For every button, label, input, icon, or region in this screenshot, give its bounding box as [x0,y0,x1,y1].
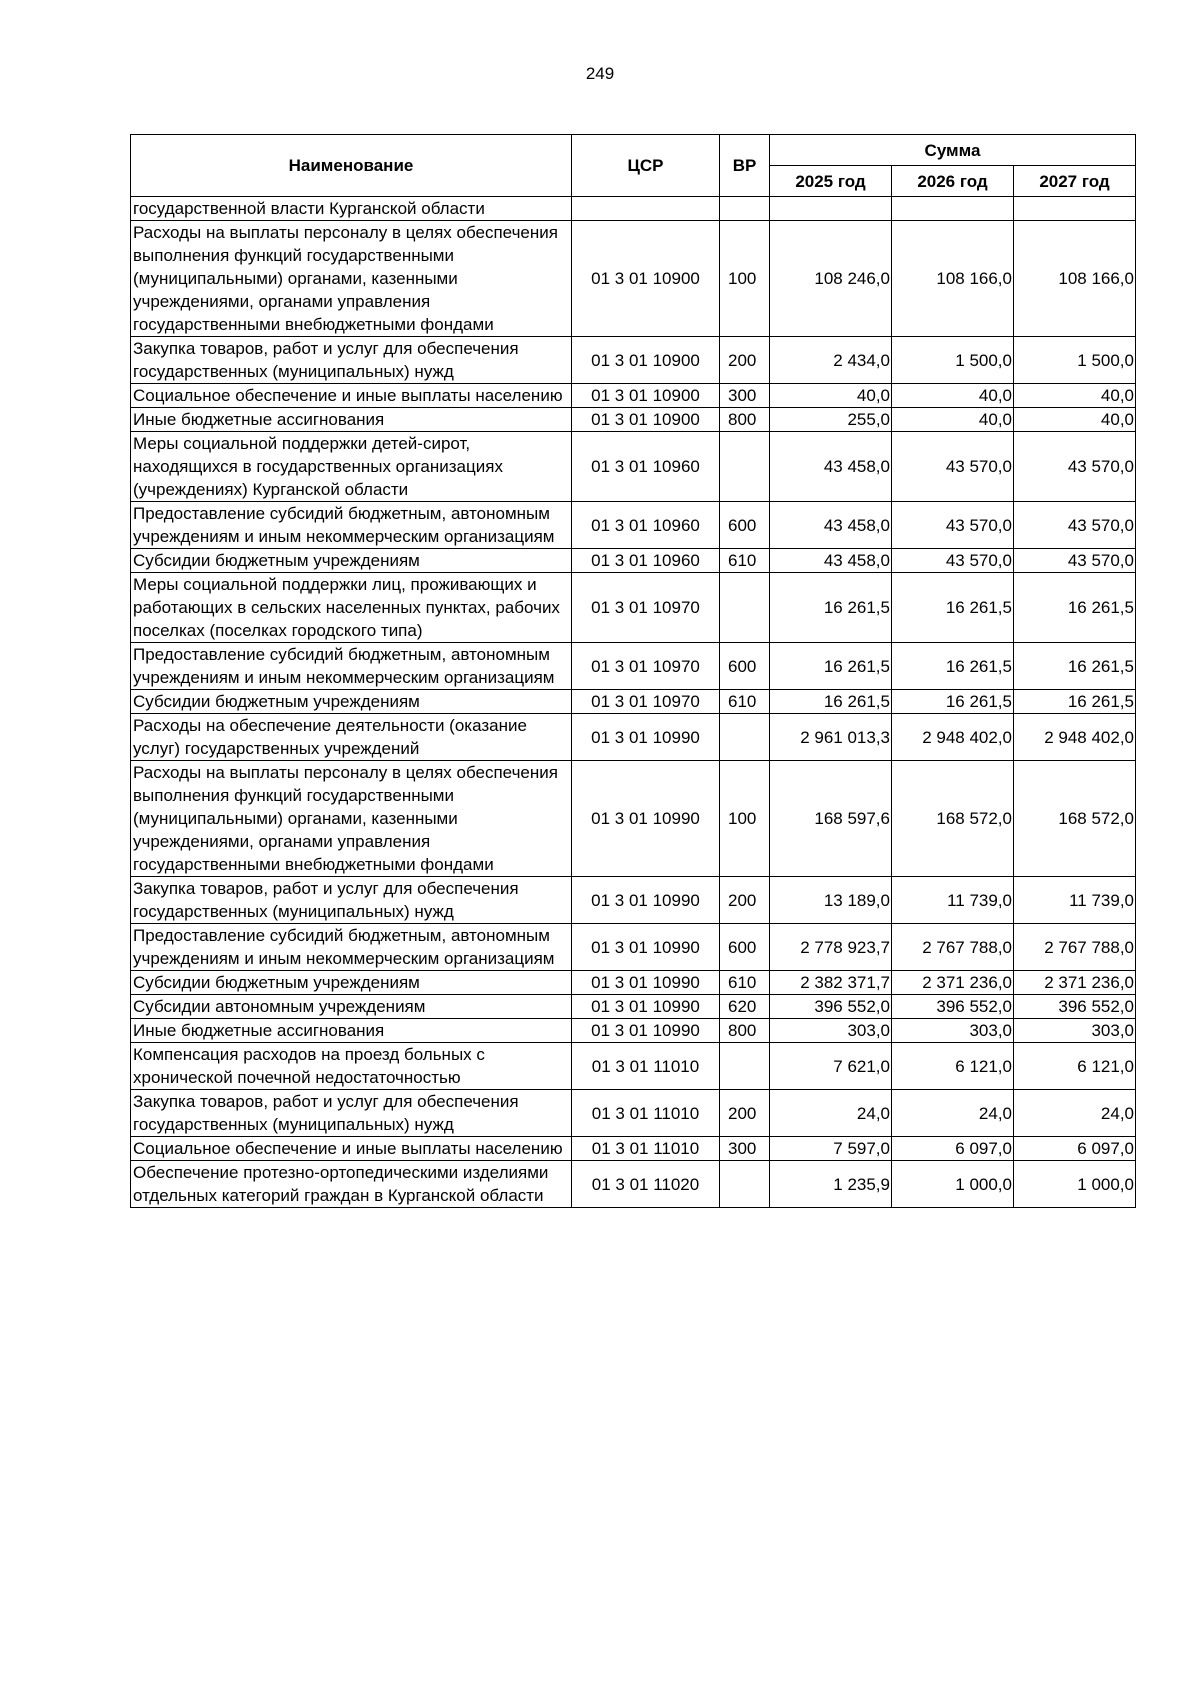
cell-csr: 01 3 01 10990 [572,877,720,924]
budget-table [130,134,1136,1208]
cell-2025: 108 246,0 [770,221,892,337]
table-row [131,1090,1136,1137]
cell-csr: 01 3 01 10990 [572,761,720,877]
table-row [131,1161,1136,1208]
table-row [131,971,1136,995]
cell-csr: 01 3 01 10900 [572,221,720,337]
cell-2026: 11 739,0 [892,877,1014,924]
table-row [131,502,1136,549]
cell-csr: 01 3 01 10960 [572,502,720,549]
cell-2027: 43 570,0 [1014,432,1136,502]
cell-name: Меры социальной поддержки лиц, проживающих и работающих в сельских населенных пунктах, рабочих поселках (поселках городского типа) [131,573,572,643]
cell-name: Субсидии бюджетным учреждениям [131,690,572,714]
cell-vr: 600 [720,502,770,549]
table-row [131,924,1136,971]
cell-csr: 01 3 01 10970 [572,573,720,643]
cell-vr: 600 [720,643,770,690]
cell-vr: 800 [720,408,770,432]
cell-2025: 43 458,0 [770,502,892,549]
cell-2026: 16 261,5 [892,690,1014,714]
cell-2026: 2 948 402,0 [892,714,1014,761]
cell-2025: 2 434,0 [770,337,892,384]
cell-name: Иные бюджетные ассигнования [131,1019,572,1043]
cell-csr: 01 3 01 10900 [572,408,720,432]
cell-csr: 01 3 01 10990 [572,995,720,1019]
cell-2025: 13 189,0 [770,877,892,924]
header-sum: Сумма [770,135,1136,166]
cell-name: Закупка товаров, работ и услуг для обеспечения государственных (муниципальных) нужд [131,1090,572,1137]
cell-csr [572,197,720,221]
table-row [131,221,1136,337]
cell-name: Субсидии бюджетным учреждениям [131,549,572,573]
cell-2025: 43 458,0 [770,549,892,573]
cell-name: Обеспечение протезно-ортопедическими изделиями отдельных категорий граждан в Курганской области [131,1161,572,1208]
cell-vr: 200 [720,877,770,924]
cell-2027: 108 166,0 [1014,221,1136,337]
cell-2026: 1 500,0 [892,337,1014,384]
cell-name: Меры социальной поддержки детей-сирот, находящихся в государственных организациях (учреждениях) Курганской области [131,432,572,502]
cell-csr: 01 3 01 11010 [572,1090,720,1137]
cell-2025: 396 552,0 [770,995,892,1019]
cell-2026: 43 570,0 [892,502,1014,549]
cell-2027: 16 261,5 [1014,573,1136,643]
cell-2027: 168 572,0 [1014,761,1136,877]
table-row [131,337,1136,384]
cell-2025: 43 458,0 [770,432,892,502]
cell-2027: 303,0 [1014,1019,1136,1043]
table-row [131,197,1136,221]
cell-2025: 7 621,0 [770,1043,892,1090]
cell-name: Субсидии бюджетным учреждениям [131,971,572,995]
cell-vr [720,1043,770,1090]
cell-2027: 43 570,0 [1014,549,1136,573]
cell-2026: 40,0 [892,408,1014,432]
cell-2027: 43 570,0 [1014,502,1136,549]
cell-vr: 200 [720,1090,770,1137]
cell-2026: 40,0 [892,384,1014,408]
cell-2025: 16 261,5 [770,690,892,714]
table-row [131,549,1136,573]
cell-name: Расходы на выплаты персоналу в целях обеспечения выполнения функций государственными (муниципальными) органами, казенными учреждениями, органами управления государственными внебюджетными фондами [131,761,572,877]
cell-2027: 6 097,0 [1014,1137,1136,1161]
cell-vr [720,197,770,221]
cell-2025: 16 261,5 [770,573,892,643]
table-row [131,408,1136,432]
cell-2026: 168 572,0 [892,761,1014,877]
table-row [131,643,1136,690]
cell-csr: 01 3 01 10960 [572,432,720,502]
cell-vr: 600 [720,924,770,971]
cell-vr: 610 [720,971,770,995]
cell-2027: 40,0 [1014,384,1136,408]
cell-2025: 24,0 [770,1090,892,1137]
cell-2026: 6 121,0 [892,1043,1014,1090]
table-body [131,197,1136,1208]
cell-2025: 303,0 [770,1019,892,1043]
table-row [131,690,1136,714]
cell-2026: 43 570,0 [892,432,1014,502]
cell-csr: 01 3 01 10990 [572,714,720,761]
cell-2027: 2 948 402,0 [1014,714,1136,761]
cell-csr: 01 3 01 10990 [572,924,720,971]
cell-name: Иные бюджетные ассигнования [131,408,572,432]
cell-vr [720,714,770,761]
cell-2027: 396 552,0 [1014,995,1136,1019]
cell-vr [720,1161,770,1208]
cell-csr: 01 3 01 11010 [572,1043,720,1090]
cell-csr: 01 3 01 10970 [572,690,720,714]
cell-name: Закупка товаров, работ и услуг для обеспечения государственных (муниципальных) нужд [131,877,572,924]
cell-2026: 108 166,0 [892,221,1014,337]
cell-2025: 168 597,6 [770,761,892,877]
table-row [131,714,1136,761]
cell-name: Социальное обеспечение и иные выплаты населению [131,1137,572,1161]
cell-2027: 2 371 236,0 [1014,971,1136,995]
table-row [131,1019,1136,1043]
cell-2025: 2 382 371,7 [770,971,892,995]
cell-2025: 7 597,0 [770,1137,892,1161]
cell-2026: 2 767 788,0 [892,924,1014,971]
cell-2027: 11 739,0 [1014,877,1136,924]
cell-2026: 16 261,5 [892,643,1014,690]
table-row [131,573,1136,643]
cell-2025: 40,0 [770,384,892,408]
cell-vr: 610 [720,690,770,714]
header-csr: ЦСР [572,135,720,197]
cell-vr: 100 [720,221,770,337]
cell-2025 [770,197,892,221]
header-year-2027: 2027 год [1014,166,1136,197]
cell-vr: 620 [720,995,770,1019]
table-row [131,384,1136,408]
cell-2025: 16 261,5 [770,643,892,690]
table-row [131,1137,1136,1161]
cell-csr: 01 3 01 10990 [572,971,720,995]
cell-name: Предоставление субсидий бюджетным, автономным учреждениям и иным некоммерческим организациям [131,924,572,971]
cell-name: Предоставление субсидий бюджетным, автономным учреждениям и иным некоммерческим организациям [131,502,572,549]
cell-2026: 43 570,0 [892,549,1014,573]
cell-name: Расходы на выплаты персоналу в целях обеспечения выполнения функций государственными (муниципальными) органами, казенными учреждениями, органами управления государственными внебюджетными фондами [131,221,572,337]
cell-2026 [892,197,1014,221]
cell-name: Социальное обеспечение и иные выплаты населению [131,384,572,408]
cell-2027: 1 000,0 [1014,1161,1136,1208]
cell-csr: 01 3 01 10960 [572,549,720,573]
page-number: 249 [585,64,615,83]
cell-name: Компенсация расходов на проезд больных с хронической почечной недостаточностью [131,1043,572,1090]
cell-2025: 2 778 923,7 [770,924,892,971]
cell-2027: 16 261,5 [1014,643,1136,690]
cell-2027: 1 500,0 [1014,337,1136,384]
cell-csr: 01 3 01 10900 [572,384,720,408]
cell-csr: 01 3 01 11010 [572,1137,720,1161]
cell-2026: 303,0 [892,1019,1014,1043]
cell-2025: 1 235,9 [770,1161,892,1208]
cell-vr: 300 [720,384,770,408]
cell-2027: 2 767 788,0 [1014,924,1136,971]
cell-2027: 24,0 [1014,1090,1136,1137]
cell-2025: 2 961 013,3 [770,714,892,761]
header-name: Наименование [131,135,572,197]
table-header [131,135,1136,197]
table-row [131,995,1136,1019]
header-vr: ВР [720,135,770,197]
cell-2027: 16 261,5 [1014,690,1136,714]
cell-2027 [1014,197,1136,221]
cell-name: Закупка товаров, работ и услуг для обеспечения государственных (муниципальных) нужд [131,337,572,384]
cell-vr [720,573,770,643]
table-row [131,877,1136,924]
cell-2027: 40,0 [1014,408,1136,432]
cell-2026: 6 097,0 [892,1137,1014,1161]
cell-name: Предоставление субсидий бюджетным, автономным учреждениям и иным некоммерческим организациям [131,643,572,690]
cell-2027: 6 121,0 [1014,1043,1136,1090]
cell-vr: 800 [720,1019,770,1043]
cell-vr [720,432,770,502]
header-year-2025: 2025 год [770,166,892,197]
cell-vr: 200 [720,337,770,384]
cell-name: Расходы на обеспечение деятельности (оказание услуг) государственных учреждений [131,714,572,761]
cell-name: Субсидии автономным учреждениям [131,995,572,1019]
cell-csr: 01 3 01 10900 [572,337,720,384]
cell-2026: 1 000,0 [892,1161,1014,1208]
cell-csr: 01 3 01 10990 [572,1019,720,1043]
cell-2026: 16 261,5 [892,573,1014,643]
header-year-2026: 2026 год [892,166,1014,197]
cell-csr: 01 3 01 10970 [572,643,720,690]
table-row [131,1043,1136,1090]
cell-2026: 396 552,0 [892,995,1014,1019]
cell-csr: 01 3 01 11020 [572,1161,720,1208]
table-row [131,432,1136,502]
cell-vr: 300 [720,1137,770,1161]
cell-2025: 255,0 [770,408,892,432]
cell-vr: 100 [720,761,770,877]
cell-2026: 2 371 236,0 [892,971,1014,995]
table-row [131,761,1136,877]
cell-name: государственной власти Курганской области [131,197,572,221]
cell-vr: 610 [720,549,770,573]
cell-2026: 24,0 [892,1090,1014,1137]
